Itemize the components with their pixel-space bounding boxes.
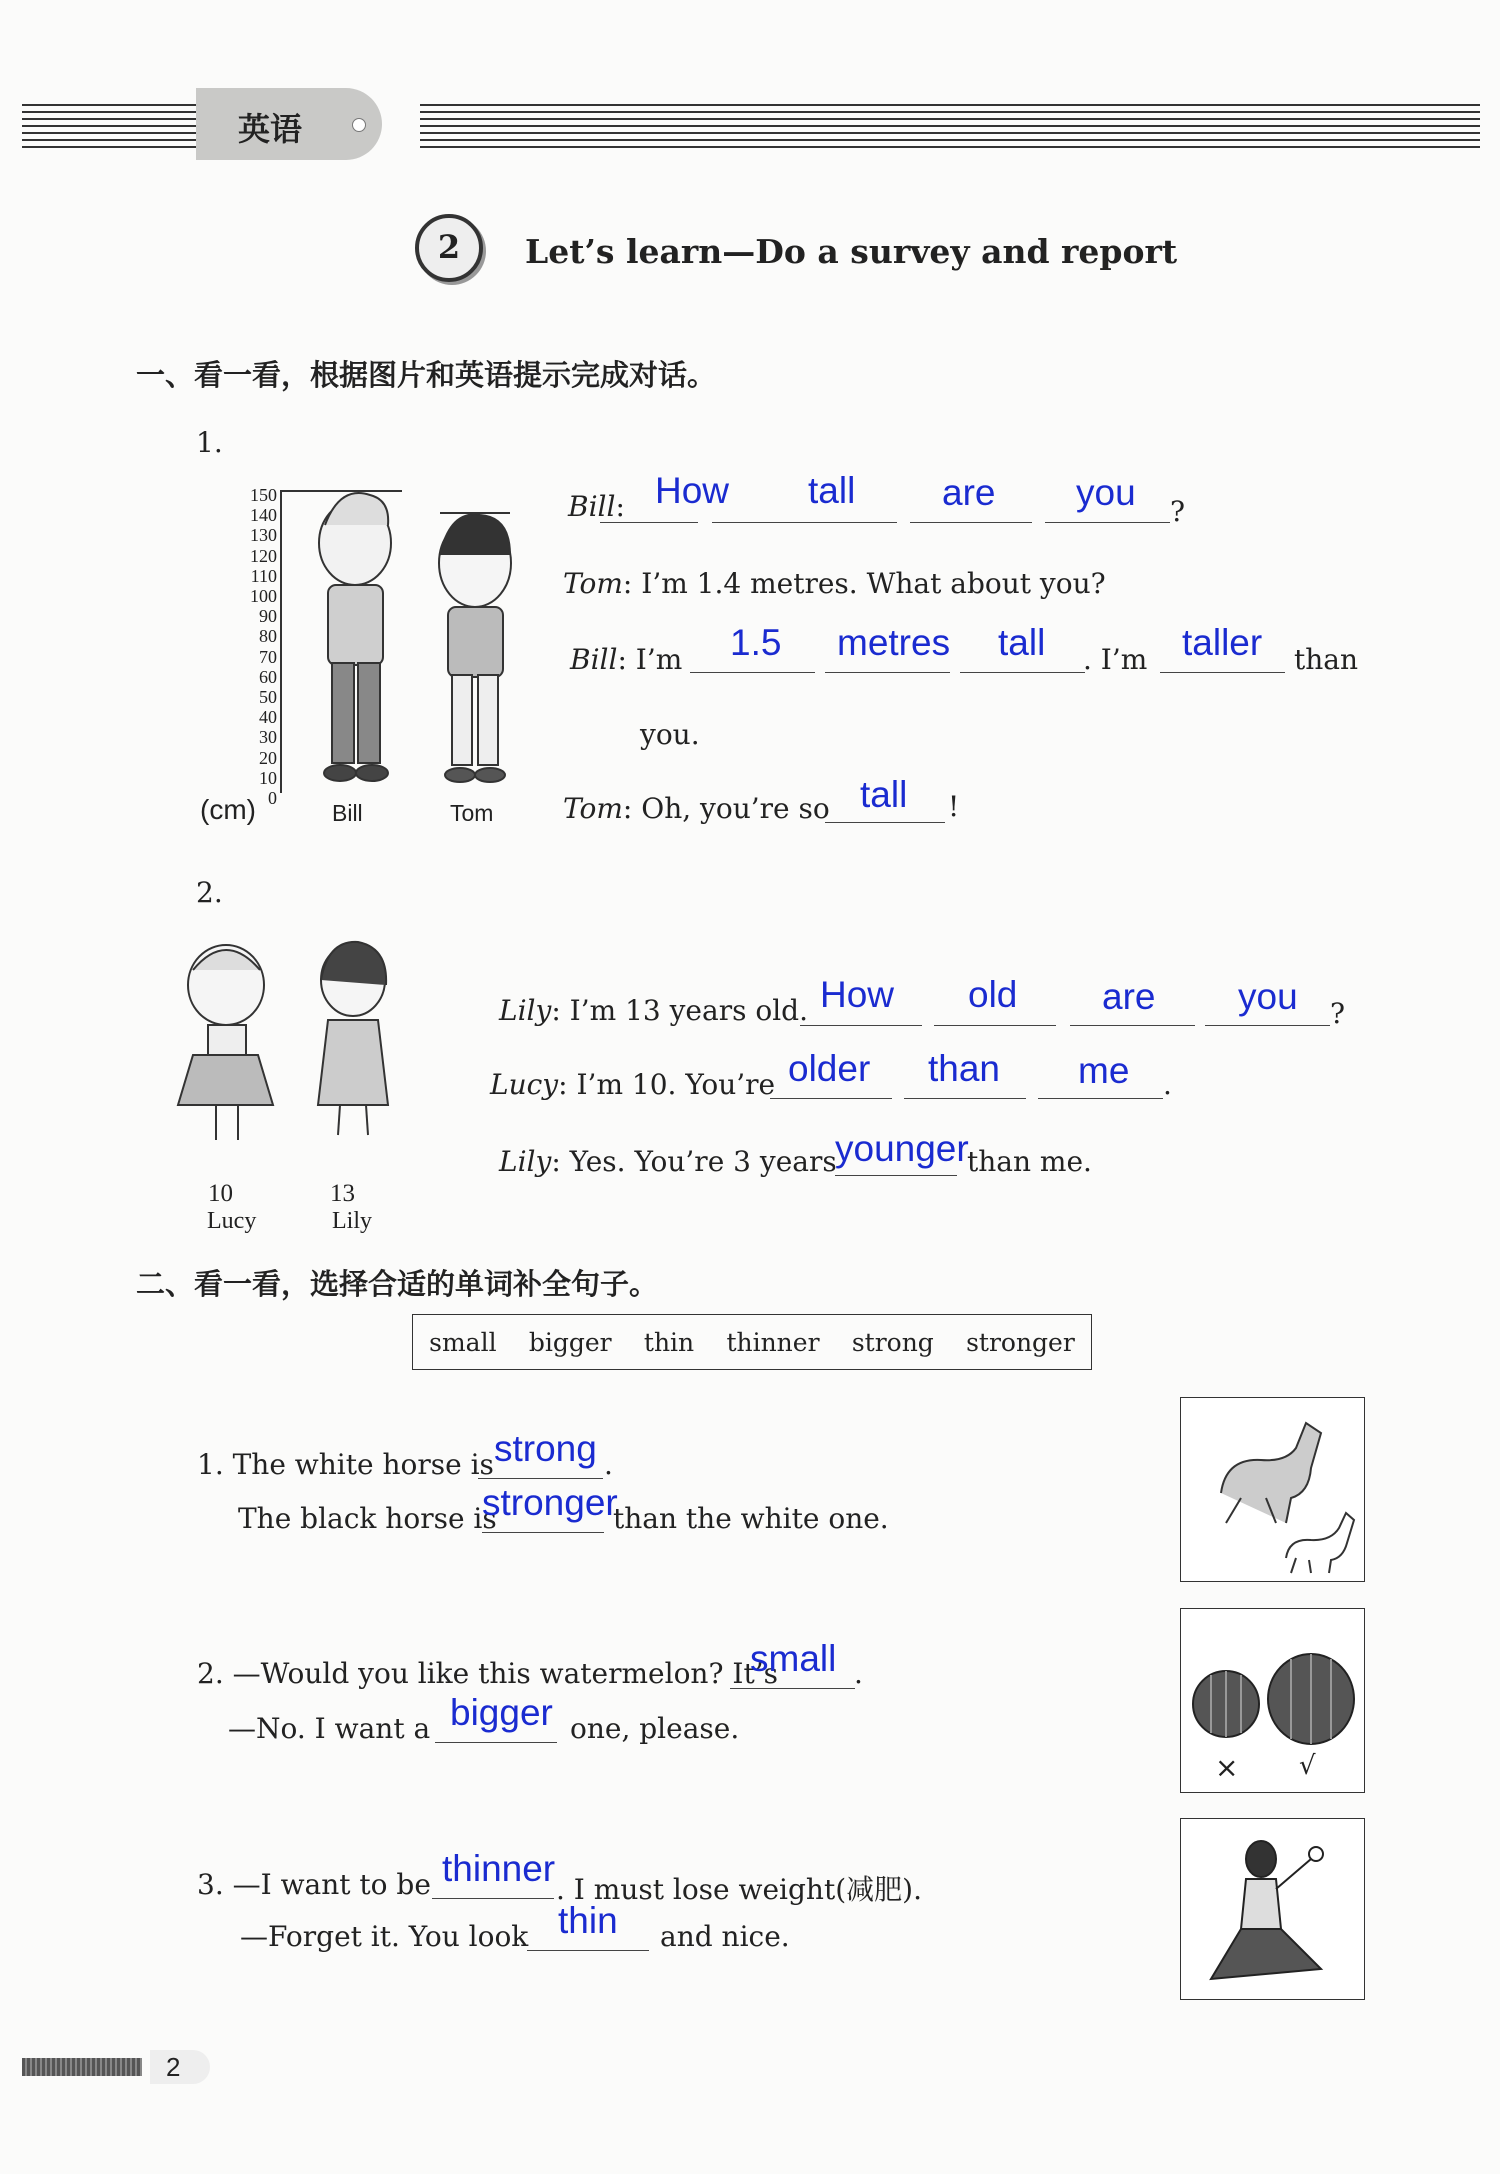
blank[interactable] [432, 1898, 554, 1899]
answer: tall [808, 470, 856, 511]
word-bank-item: bigger [528, 1327, 612, 1357]
blank[interactable] [1038, 1098, 1163, 1099]
q1-line1-end: ? [1170, 495, 1186, 528]
q2-line1: Lily: I’m 13 years old. [499, 994, 808, 1027]
blank[interactable] [825, 822, 945, 823]
tab-dot-icon [352, 118, 366, 132]
lesson-number: 2 [437, 228, 461, 266]
lily-age: 13 [330, 1180, 355, 1207]
answer: younger [835, 1128, 969, 1169]
cross-mark-icon: × [1215, 1751, 1239, 1784]
blank[interactable] [478, 1478, 603, 1479]
answer: How [820, 974, 895, 1015]
blank[interactable] [934, 1025, 1056, 1026]
section1-instruction: 一、看一看，根据图片和英语提示完成对话。 [136, 358, 717, 392]
q2-line1-end: ? [1330, 997, 1346, 1030]
blank[interactable] [712, 522, 897, 523]
blank[interactable] [904, 1098, 1026, 1099]
word-bank-item: thin [643, 1327, 695, 1357]
speaker-lily: Lily [499, 994, 552, 1027]
ruler-tick-label: 70 [259, 646, 277, 667]
s2q3-line1-pre: 3. —I want to be [197, 1868, 431, 1901]
ruler-tick-label: 150 [250, 485, 277, 505]
answer: metres [837, 622, 951, 663]
answer: 1.5 [730, 622, 782, 663]
word-bank [412, 1314, 1092, 1370]
ruler-tick-label: 30 [259, 727, 277, 748]
answer: are [942, 472, 996, 513]
answer: thinner [442, 1848, 556, 1889]
ruler-tick-label: 80 [259, 626, 277, 647]
header-rule-right [420, 104, 1480, 150]
answer: strong [494, 1428, 597, 1469]
s2q2-line1-pre: 2. —Would you like this watermelon? It’s [197, 1657, 778, 1690]
horse-icon [1181, 1398, 1364, 1581]
s2q1-line2-post: than the white one. [613, 1502, 889, 1535]
q2-line3: Lily: Yes. You’re 3 years [499, 1145, 837, 1178]
woman-mirror-picture [1180, 1818, 1365, 2000]
answer: older [788, 1048, 871, 1089]
answer: taller [1182, 622, 1263, 663]
s2q2-line2-post: one, please. [570, 1712, 740, 1745]
q1-line3-pre: I’m [635, 643, 683, 676]
s2q3-line2-pre: —Forget it. You look [240, 1920, 529, 1953]
lily-name: Lily [332, 1208, 372, 1234]
speaker-lily: Lily [499, 1145, 552, 1178]
horses-picture [1180, 1397, 1365, 1582]
ruler-tick-label: 40 [259, 707, 277, 728]
answer: stronger [482, 1482, 618, 1523]
check-mark-icon: √ [1299, 1751, 1316, 1781]
watermelons-picture [1180, 1608, 1365, 1793]
s2q1-line2-pre: The black horse is [238, 1502, 497, 1535]
blank[interactable] [1070, 1025, 1195, 1026]
blank[interactable] [1160, 672, 1285, 673]
q2-line1-pre: I’m 13 years old. [569, 994, 808, 1027]
q2-line3-pre: Yes. You’re 3 years [569, 1145, 837, 1178]
ruler-tick-label: 130 [250, 525, 277, 546]
word-bank-item: stronger [966, 1327, 1075, 1357]
blank[interactable] [960, 672, 1085, 673]
s2q2-line2-pre: —No. I want a [228, 1712, 431, 1745]
blank[interactable] [910, 522, 1032, 523]
s2q1-line1-pre: 1. The white horse is [197, 1448, 494, 1481]
q1-number: 1. [196, 426, 223, 459]
q2-line3-post: than me. [967, 1145, 1092, 1178]
q1-line3b: you. [640, 718, 700, 751]
blank[interactable] [527, 1950, 649, 1951]
answer: are [1102, 976, 1156, 1017]
footer-bar [22, 2058, 142, 2076]
lucy-age: 10 [208, 1180, 233, 1207]
q2-number: 2. [196, 876, 223, 909]
blank[interactable] [1045, 522, 1170, 523]
answer: bigger [450, 1692, 553, 1733]
answer: old [968, 974, 1018, 1015]
word-bank-item: thinner [726, 1327, 820, 1357]
q2-line2-end: . [1163, 1068, 1172, 1101]
watermelon-icon [1181, 1609, 1364, 1749]
ruler-tick-label: 50 [259, 687, 277, 707]
subject-tab [196, 88, 382, 160]
ruler-tick-label: 20 [259, 747, 277, 768]
speaker-bill: Bill [568, 490, 616, 523]
q1-line4-end: ! [948, 790, 960, 823]
section2-instruction: 二、看一看，选择合适的单词补全句子。 [136, 1267, 659, 1301]
blank[interactable] [800, 1025, 922, 1026]
speaker-tom: Tom [563, 792, 623, 825]
answer: small [750, 1638, 837, 1679]
answer: thin [558, 1900, 618, 1941]
ruler-tick-label: 60 [259, 666, 277, 687]
word-bank-item: strong [851, 1327, 934, 1357]
speaker-tom: Tom [563, 567, 623, 600]
blank[interactable] [825, 672, 950, 673]
blank[interactable] [600, 522, 698, 523]
answer: tall [998, 622, 1046, 663]
woman-icon [1181, 1819, 1364, 1999]
blank[interactable] [835, 1175, 957, 1176]
answer: you [1076, 472, 1136, 513]
bill-name: Bill [332, 800, 363, 826]
word-bank-item: small [429, 1327, 497, 1357]
s2q3-line2-post: and nice. [660, 1920, 790, 1953]
s2q2-line1-end: . [854, 1657, 863, 1690]
q1-line3-mid: . I’m [1083, 643, 1148, 676]
subject-label: 英语 [238, 110, 303, 148]
bill-body [328, 585, 383, 665]
q1-line3-post: than [1294, 643, 1359, 676]
bill-tom-illustration [310, 485, 530, 800]
blank[interactable] [435, 1742, 557, 1743]
speaker-bill: Bill [570, 643, 618, 676]
q1-line1: Bill: [568, 490, 625, 523]
tom-body [448, 607, 503, 677]
ruler-tick-label: 110 [250, 565, 277, 586]
blank[interactable] [690, 672, 815, 673]
q1-line2: Tom: I’m 1.4 metres. What about you? [563, 567, 1106, 600]
q1-line2-text: I’m 1.4 metres. What about you? [641, 567, 1106, 600]
blank[interactable] [1205, 1025, 1330, 1026]
ruler-tick-label: 140 [250, 505, 277, 526]
answer: you [1238, 976, 1298, 1017]
ruler-unit: (cm) [200, 794, 256, 825]
lesson-title: Let’s learn—Do a survey and report [525, 232, 1178, 271]
s2q1-line1-end: . [604, 1448, 613, 1481]
q1-line3: Bill: I’m [570, 643, 683, 676]
answer: How [655, 470, 730, 511]
page-number: 2 [150, 2050, 210, 2084]
lucy-name: Lucy [207, 1208, 257, 1234]
ruler-tick-label: 90 [259, 606, 277, 627]
blank[interactable] [482, 1532, 604, 1533]
q2-line2-pre: I’m 10. You’re [576, 1068, 776, 1101]
ruler-tick-label: 0 [268, 788, 277, 808]
height-ruler [280, 490, 286, 793]
speaker-lucy: Lucy [490, 1068, 559, 1101]
answer: me [1078, 1050, 1130, 1091]
height-ruler-ticks [232, 480, 277, 808]
tom-name: Tom [450, 800, 494, 826]
ruler-tick-label: 10 [259, 767, 277, 788]
q1-line4-pre: Oh, you’re so [641, 792, 830, 825]
blank[interactable] [730, 1688, 855, 1689]
q1-line4: Tom: Oh, you’re so [563, 792, 830, 825]
answer: than [928, 1048, 1001, 1089]
answer: tall [860, 774, 908, 815]
ruler-tick-label: 120 [250, 545, 277, 566]
q2-line2: Lucy: I’m 10. You’re [490, 1068, 776, 1101]
lucy-lily-illustration [168, 930, 418, 1155]
blank[interactable] [770, 1098, 892, 1099]
s2q3-line1-post: . I must lose weight(减肥). [556, 1873, 922, 1906]
ruler-tick-label: 100 [250, 586, 277, 606]
header-rule-left [22, 104, 200, 150]
lesson-number-badge [415, 214, 483, 282]
